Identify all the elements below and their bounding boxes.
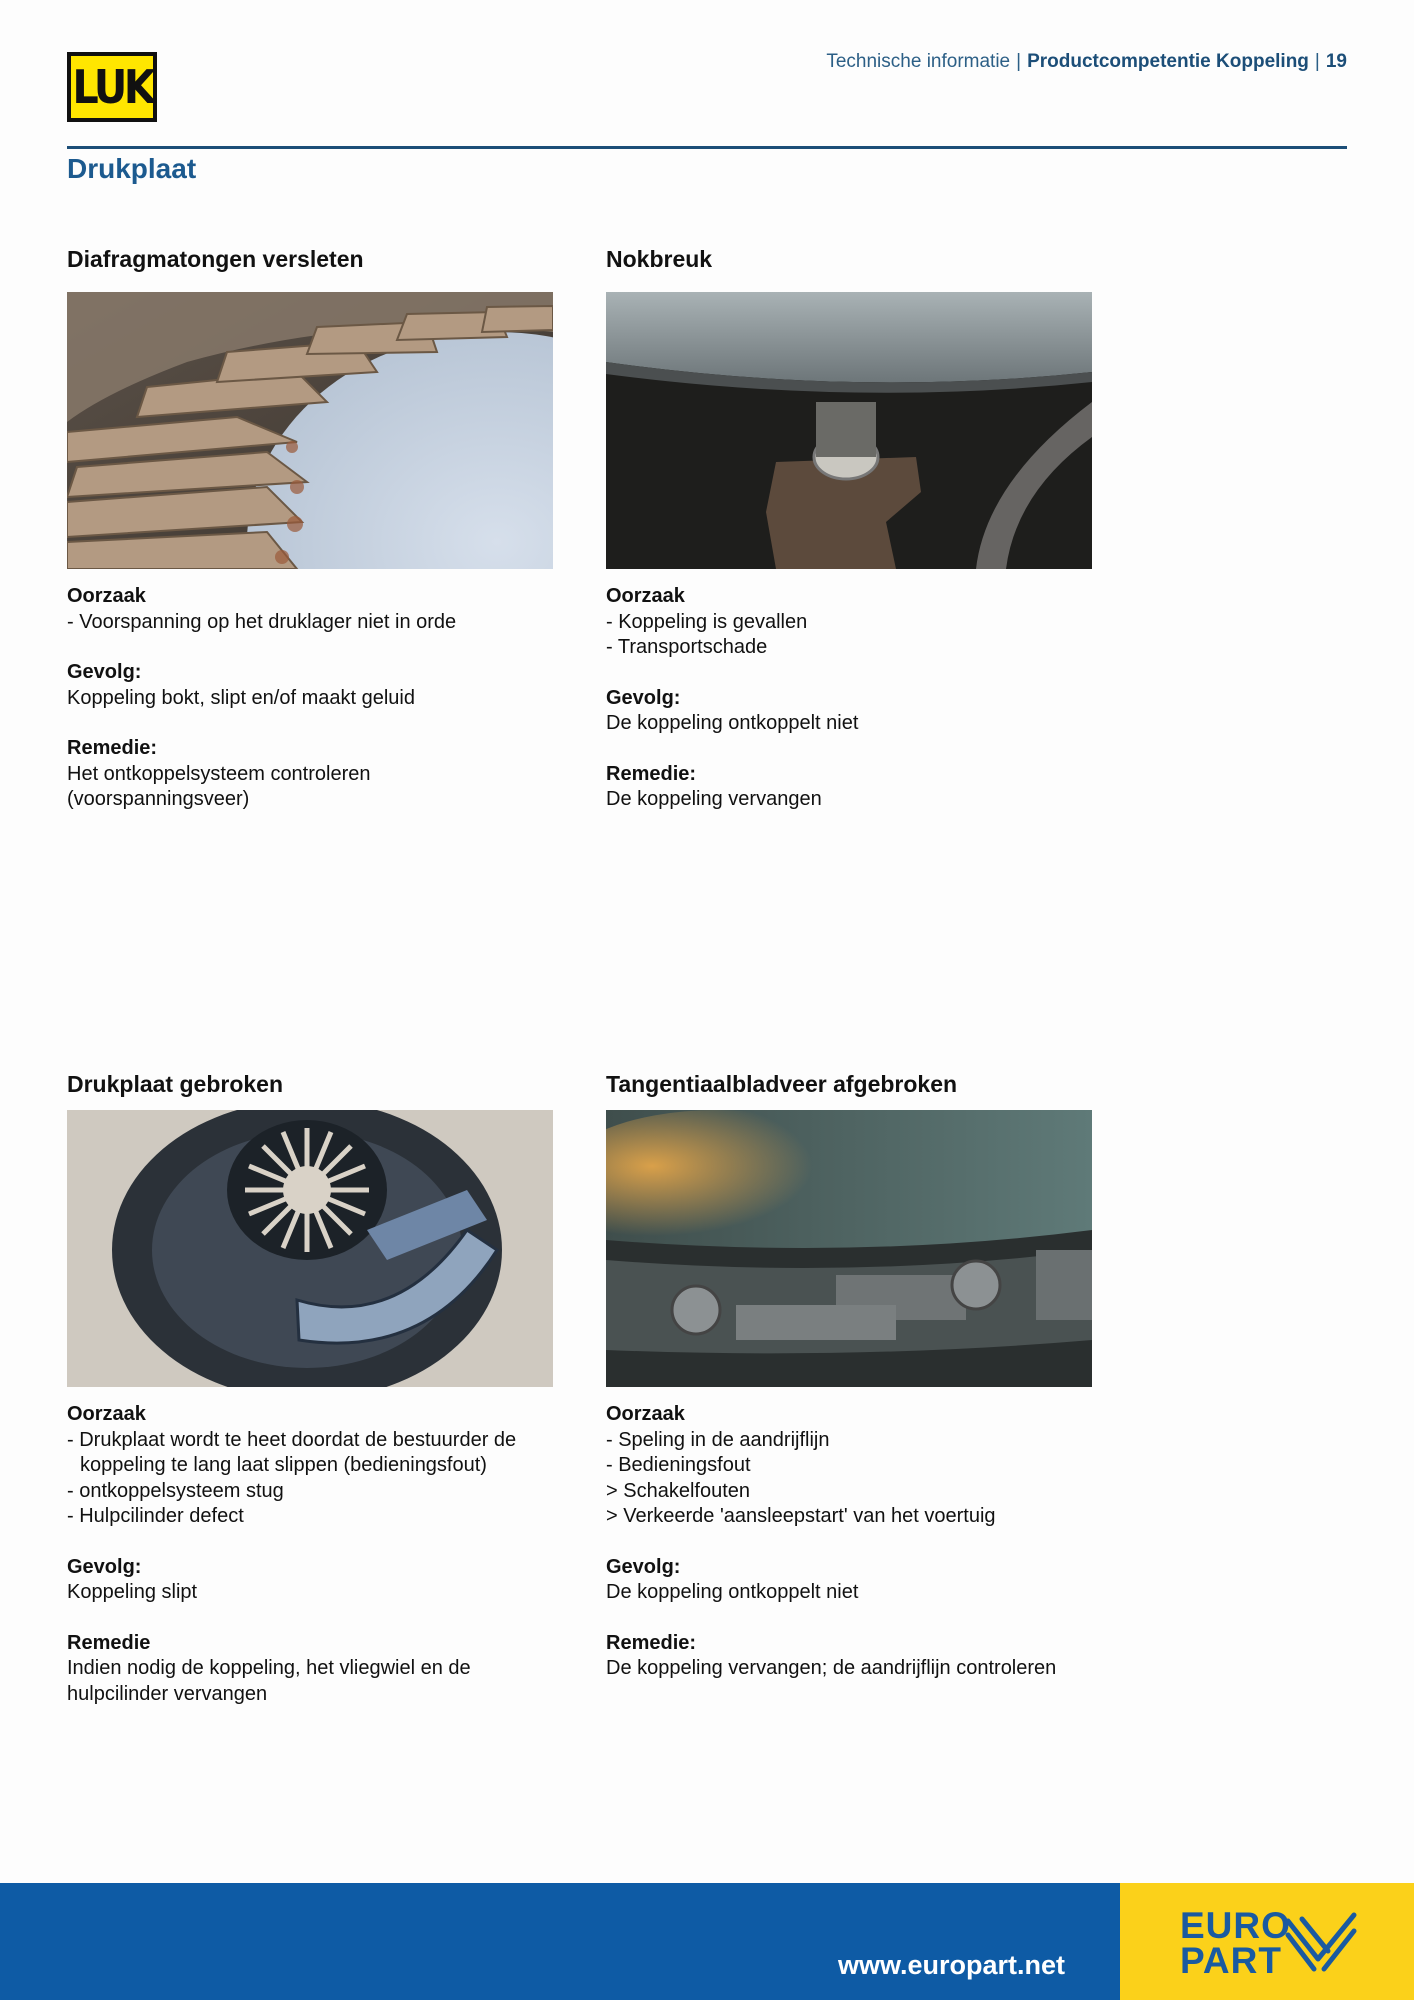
section-broken-tangential-spring [606,1073,1092,1707]
europart-logo: EURO PART [1180,1907,1380,1983]
cause-line: - Transportschade [606,636,768,658]
cause-line: - Bedieningsfout [606,1454,751,1476]
cause-line: koppeling te lang laat slippen (bedieningsfout) [80,1454,487,1476]
remedy-line: De koppeling vervangen; de aandrijflijn controleren [606,1657,1057,1679]
effect-line: De koppeling ontkoppelt niet [606,712,859,734]
footer-bar [0,1883,1120,2000]
remedy-line: Indien nodig de koppeling, het vliegwiel en de [67,1657,471,1679]
remedy-label: Remedie: [606,1631,697,1654]
cause-line: - Speling in de aandrijflijn [606,1428,830,1451]
cause-line: - Voorspanning op het druklager niet in orde [67,610,457,633]
cause-line: - Koppeling is gevallen [606,610,808,633]
effect-line: Koppeling slipt [67,1581,198,1603]
effect-label: Gevolg: [606,1555,681,1578]
header-rule [67,146,1347,149]
cause-line: > Schakelfouten [606,1479,750,1502]
checkmark-icon [1284,1911,1360,1975]
effect-line: De koppeling ontkoppelt niet [606,1581,859,1603]
luk-logo [67,52,157,122]
footer-brand-panel [1120,1883,1414,2000]
cause-label: Oorzaak [606,1403,685,1425]
cause-label: Oorzaak [67,585,146,607]
section-title: Nokbreuk [606,246,713,272]
cause-label: Oorzaak [606,585,685,607]
section-title: Diafragmatongen versleten [67,246,364,272]
cause-line: - ontkoppelsysteem stug [67,1479,284,1502]
section-title: Tangentiaalbladveer afgebroken [606,1071,958,1097]
section-worn-diaphragm [67,248,553,838]
photo-broken-pressure-plate [67,1110,553,1387]
remedy-label: Remedie: [606,762,697,785]
section-broken-pressure-plate [67,1073,553,1732]
remedy-label: Remedie: [67,737,158,759]
footer-url-link[interactable]: www.europart.net [837,1950,1065,1980]
header-topic: Productcompetentie Koppeling [1027,51,1309,72]
remedy-line: (voorspanningsveer) [67,788,250,810]
section-title: Drukplaat gebroken [67,1071,283,1097]
page-number: 19 [1325,51,1347,72]
section-broken-cam [606,248,1092,838]
effect-label: Gevolg: [606,686,681,709]
photo-broken-tangential-spring [606,1110,1092,1387]
cause-label: Oorzaak [67,1403,146,1425]
photo-worn-diaphragm-fingers [67,292,553,569]
remedy-label: Remedie [67,1631,151,1654]
remedy-line: De koppeling vervangen [606,788,822,810]
header-info: Technische informatie | Productcompetentie Koppeling | 19 [826,51,1347,72]
cause-line: - Drukplaat wordt te heet doordat de bestuurder de [67,1428,517,1451]
effect-label: Gevolg: [67,661,142,683]
cause-line: > Verkeerde 'aansleepstart' van het voertuig [606,1505,996,1527]
header-section: Technische informatie [826,51,1011,72]
photo-broken-cam [606,292,1092,569]
remedy-line: hulpcilinder vervangen [67,1682,268,1705]
effect-label: Gevolg: [67,1555,142,1578]
cause-line: - Hulpcilinder defect [67,1505,244,1527]
luk-logo-text: LUK [72,60,152,114]
effect-line: Koppeling bokt, slipt en/of maakt geluid [67,686,415,709]
page-title: Drukplaat [67,153,197,184]
remedy-line: Het ontkoppelsysteem controleren [67,762,371,785]
